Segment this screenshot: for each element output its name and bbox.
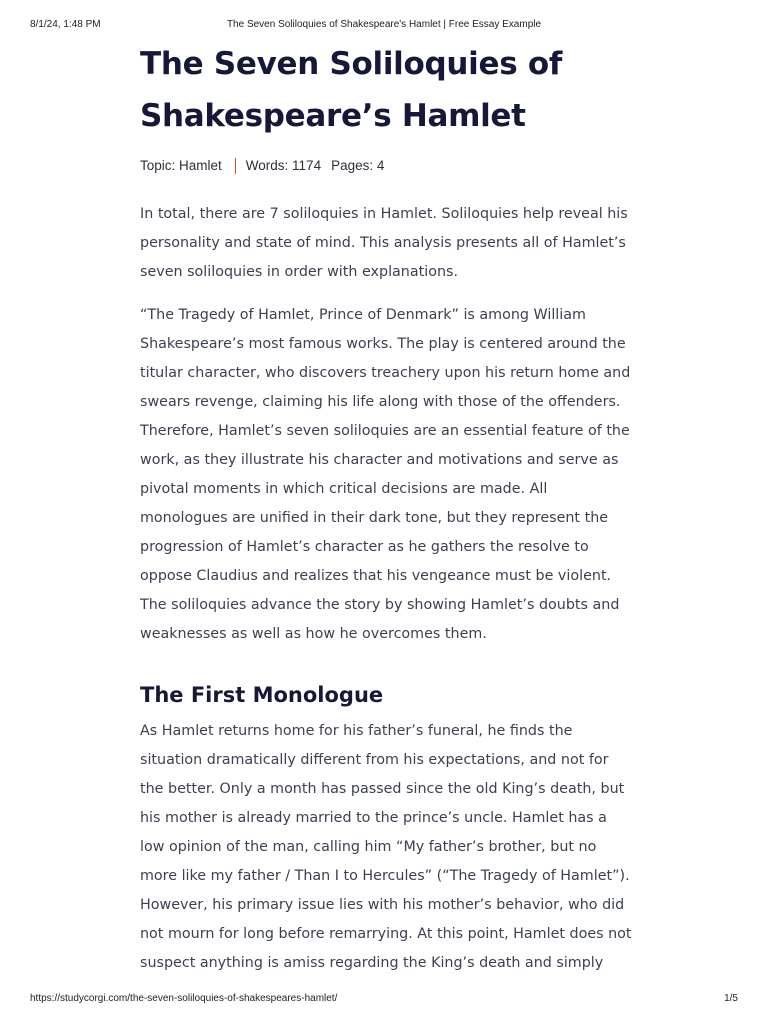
article — [140, 38, 632, 978]
article-body — [140, 200, 632, 978]
intro-paragraph: In total, there are 7 soliloquies in Hamlet. Soliloquies help reveal his personality and state of mind. This analysis presents all of Hamlet’s seven soliloquies in order with explanations. — [140, 206, 628, 280]
print-date: 8/1/24, 1:48 PM — [30, 19, 101, 30]
print-url: https://studycorgi.com/the-seven-soliloquies-of-shakespeares-hamlet/ — [30, 993, 338, 1004]
print-page-number: 1/5 — [724, 993, 738, 1004]
section-paragraph: As Hamlet returns home for his father’s funeral, he finds the situation dramatically different from his expectations, and not for the better. Only a month has passed since the old King’s death, but his mother is already married to the prince’s uncle. Hamlet has a low opinion of the man, calling him “My father’s brother, but no more like my father / Than I to Hercules” (“The Tragedy of Hamlet”). However, his primary issue lies with his mother’s behavior, who did not mourn for long before remarrying. At this point, Hamlet does not suspect anything is amiss regarding the King’s death and simply — [140, 723, 632, 971]
section-heading: The First Monologue — [140, 683, 384, 707]
meta-divider — [235, 158, 236, 174]
article-title-line2: Shakespeare’s Hamlet — [140, 98, 526, 134]
print-page-title: The Seven Soliloquies of Shakespeare's Hamlet | Free Essay Example — [226, 19, 542, 30]
article-meta — [140, 156, 632, 176]
page-count: Pages: 4 — [331, 158, 385, 173]
body-paragraph: “The Tragedy of Hamlet, Prince of Denmark” is among William Shakespeare’s most famous works. The play is centered around the titular character, who discovers treachery upon his return home and swears revenge, claiming his life along with those of the offenders. Therefore, Hamlet’s seven soliloquies are an essential feature of the work, as they illustrate his character and motivations and serve as pivotal moments in which critical decisions are made. All monologues are unified in their dark tone, but they represent the progression of Hamlet’s character as he gathers the resolve to oppose Claudius and realizes that his vengeance must be violent. The soliloquies advance the story by showing Hamlet’s doubts and weaknesses as well as how he overcomes them. — [140, 307, 631, 642]
article-title-line1: The Seven Soliloquies of — [140, 46, 563, 82]
article-title — [140, 38, 632, 142]
print-footer — [30, 993, 738, 1007]
word-count: Words: 1174 — [245, 158, 322, 173]
print-header — [30, 19, 738, 33]
topic-link[interactable]: Topic: Hamlet — [140, 158, 222, 173]
